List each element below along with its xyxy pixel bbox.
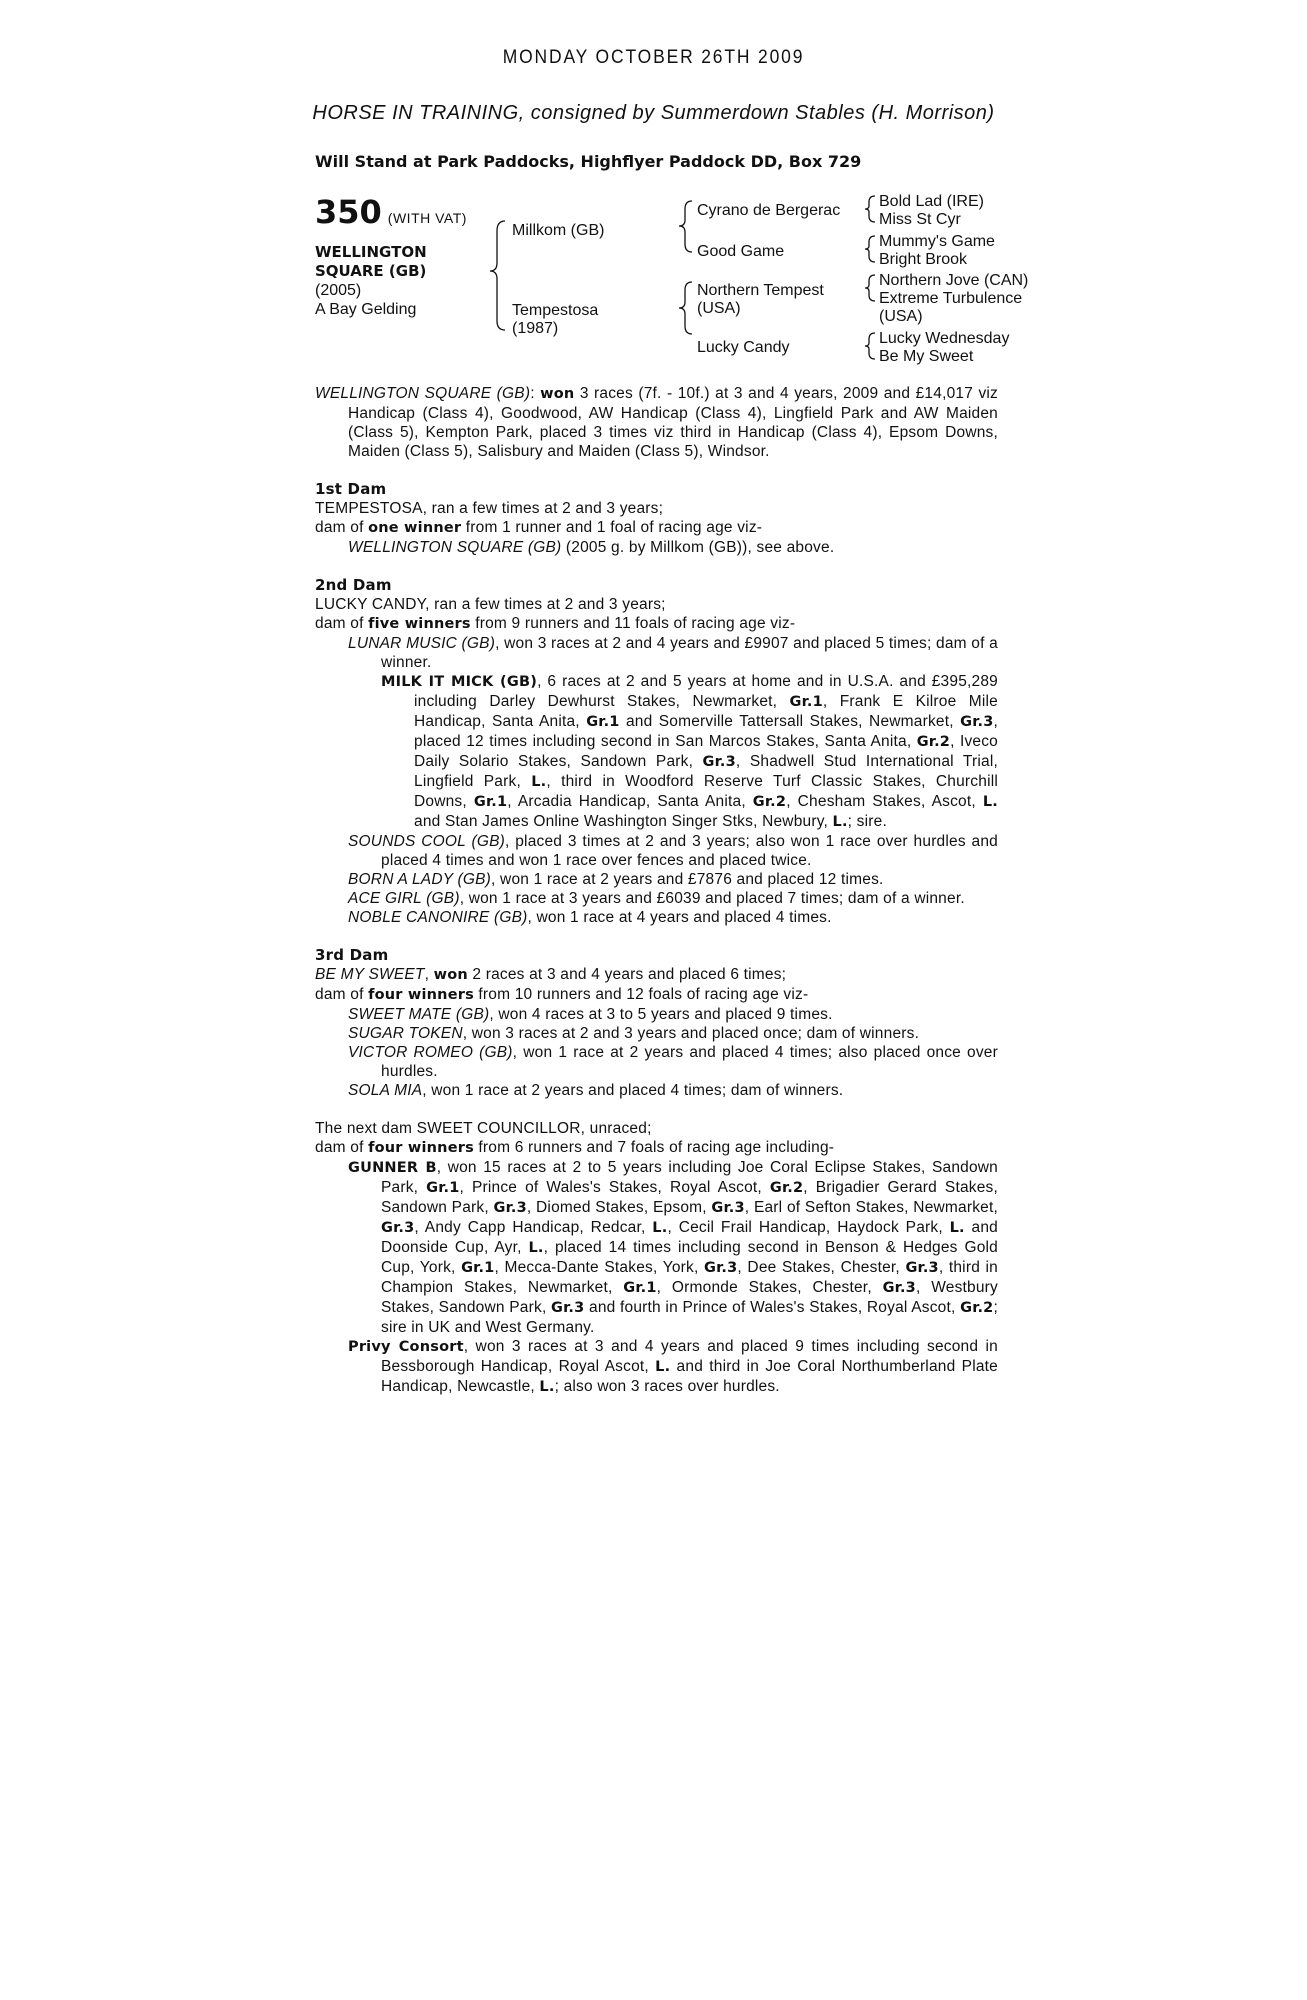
entry-name: SWEET MATE (GB) (348, 1006, 490, 1023)
pedigree-dam-year: (1987) (512, 320, 559, 337)
text: , Chesham Stakes, Ascot, (786, 793, 983, 810)
grade: Gr.1 (623, 1280, 657, 1296)
grade: L. (528, 1240, 544, 1256)
grade: Gr.3 (493, 1200, 527, 1216)
second-dam-entry-1a (315, 672, 998, 832)
grade: L. (655, 1359, 671, 1375)
grade: Gr.2 (916, 734, 951, 750)
grade: Gr.1 (461, 1260, 495, 1276)
grade: Gr.3 (702, 754, 736, 770)
grade: L. (949, 1220, 965, 1236)
text: , won 3 races at 2 and 4 years and £9907 and placed 5 times; dam of a winner. (381, 635, 998, 671)
entry-name: MILK IT MICK (GB) (381, 674, 538, 690)
second-dam-winners: five winners (368, 616, 471, 632)
grade: Gr.3 (960, 714, 994, 730)
third-dam-entry-1 (315, 1005, 998, 1024)
lot-number: 350 (315, 193, 382, 231)
first-dam-entry (315, 538, 998, 557)
next-dam-line: The next dam SWEET COUNCILLOR, unraced; (315, 1120, 652, 1137)
text: , Andy Capp Handicap, Redcar, (414, 1219, 653, 1236)
text: and third in Joe Coral Northumberland Plate Handicap, Newcastle, (381, 1358, 998, 1395)
text: and Stan James Online Washington Singer Stks, Newbury, (414, 813, 833, 830)
grade: L. (531, 774, 547, 790)
text: (2005 g. by Millkom (GB)), see above. (561, 539, 835, 556)
pedigree-dam-dam: Lucky Candy (697, 339, 790, 356)
grade: L. (539, 1379, 555, 1395)
grade: Gr.2 (769, 1180, 804, 1196)
third-dam-entry-4 (315, 1081, 998, 1100)
text: dam of (315, 615, 369, 632)
text: , Shadwell Stud International Trial, Lingfield Park, (414, 753, 999, 790)
text: from 1 runner and 1 foal of racing age viz- (461, 519, 763, 536)
text: , won 1 race at 4 years and placed 4 times. (527, 909, 832, 926)
grade: L. (982, 794, 998, 810)
text: , won 1 race at 3 years and £6039 and placed 7 times; dam of a winner. (459, 890, 965, 907)
next-dam-winners: four winners (368, 1140, 474, 1156)
text: , placed 12 times including second in San Marcos Stakes, Santa Anita, (414, 713, 999, 750)
sale-date: MONDAY OCTOBER 26TH 2009 (502, 47, 805, 68)
pedigree-sire-dam: Good Game (697, 243, 785, 260)
text: dam of (315, 1139, 369, 1156)
pedigree-sire: Millkom (GB) (512, 222, 605, 239)
second-dam-entry-5 (315, 908, 998, 927)
text: , Iveco Daily Solario Stakes, Sandown Park, (414, 733, 998, 770)
first-dam-line: TEMPESTOSA, ran a few times at 2 and 3 years; (315, 500, 664, 517)
second-dam-entry-1 (315, 634, 998, 672)
grade: L. (652, 1220, 668, 1236)
pedigree-g3: Mummy's Game (879, 233, 995, 250)
text: from 10 runners and 12 foals of racing age viz- (473, 986, 809, 1003)
text: , Cecil Frail Handicap, Haydock Park, (667, 1219, 950, 1236)
entry-name: NOBLE CANONIRE (GB) (348, 909, 528, 926)
third-dam-produce (315, 985, 998, 1005)
grade: Gr.2 (752, 794, 787, 810)
entry-name: VICTOR ROMEO (GB) (348, 1044, 513, 1061)
pedigree-g2: Miss St Cyr (879, 211, 961, 228)
entry-name: SOUNDS COOL (GB) (348, 833, 505, 850)
text: and Doonside Cup, Ayr, (381, 1219, 998, 1256)
entry-name: BORN A LADY (GB) (348, 871, 492, 888)
text: ; sire in UK and West Germany. (381, 1299, 998, 1336)
text: , 6 races at 2 and 5 years at home and in U.S.A. and £395,289 including Darley Dewhurst Stakes, Newmarket, (414, 673, 998, 710)
text: , Ormonde Stakes, Chester, (656, 1279, 883, 1296)
second-dam-line: LUCKY CANDY, ran a few times at 2 and 3 years; (315, 596, 666, 613)
first-dam-winners: one winner (368, 520, 462, 536)
grade: Gr.3 (704, 1260, 738, 1276)
pedigree-g4: Bright Brook (879, 251, 968, 268)
entry-name: SUGAR TOKEN (348, 1025, 463, 1042)
second-dam-produce (315, 614, 998, 634)
text: , Frank E Kilroe Mile Handicap, Santa Anita, (414, 693, 998, 730)
text: , third in Woodford Reserve Turf Classic Stakes, Churchill Downs, (414, 773, 998, 810)
stand-location: Will Stand at Park Paddocks, Highflyer Paddock DD, Box 729 (315, 152, 862, 171)
text: , placed 3 times at 2 and 3 years; also won 1 race over hurdles and placed 4 times and won 1 race over fences and placed twice. (381, 833, 998, 869)
text: , Prince of Wales's Stakes, Royal Ascot, (459, 1179, 770, 1196)
entry-name: SOLA MIA (348, 1082, 423, 1099)
text: from 9 runners and 11 foals of racing age viz- (470, 615, 796, 632)
second-dam-entry-4 (315, 889, 998, 908)
third-dam-line (315, 965, 998, 985)
pedigree-g6: Extreme Turbulence (879, 290, 1023, 307)
third-dam-heading: 3rd Dam (315, 946, 389, 964)
pedigree-sire-sire: Cyrano de Bergerac (697, 202, 841, 219)
grade: Gr.1 (426, 1180, 460, 1196)
text: ; also won 3 races over hurdles. (554, 1378, 780, 1395)
grade: Gr.1 (473, 794, 508, 810)
text: , Brigadier Gerard Stakes, Sandown Park, (381, 1179, 999, 1216)
text: from 6 runners and 7 foals of racing age including- (473, 1139, 835, 1156)
text: , placed 14 times including second in Benson & Hedges Gold Cup, York, (381, 1239, 998, 1276)
text: , Mecca-Dante Stakes, York, (494, 1259, 704, 1276)
text: , won 1 race at 2 years and placed 4 times; also placed once over hurdles. (381, 1044, 998, 1080)
record-text: 3 races (7f. - 10f.) at 3 and 4 years, 2009 and £14,017 viz Handicap (Class 4), Goodwood, AW Handicap (Class 4), Lingfield Park and AW Maiden (Class 5), Kempton Park, placed 3 times viz third in Handicap (Class 4), Epsom Downs, Maiden (Class 5), Salisbury and Maiden (Class 5), Windsor. (348, 385, 998, 460)
vat-note: (WITH VAT) (387, 210, 467, 226)
text: and Somerville Tattersall Stakes, Newmarket, (619, 713, 961, 730)
entry-name: LUNAR MUSIC (GB) (348, 635, 496, 652)
grade: Gr.1 (789, 694, 823, 710)
text: , Arcadia Handicap, Santa Anita, (507, 793, 753, 810)
record-horse-name: WELLINGTON SQUARE (GB) (315, 385, 531, 402)
third-dam-name: BE MY SWEET (315, 966, 425, 983)
next-dam-entry-1 (315, 1158, 998, 1337)
text: ; sire. (847, 813, 887, 830)
text: , Diomed Stakes, Epsom, (526, 1199, 712, 1216)
pedigree-dam (512, 302, 598, 338)
first-dam-heading: 1st Dam (315, 480, 387, 498)
entry-name: Privy Consort (348, 1339, 464, 1355)
pedigree-dam-sire-country: (USA) (697, 300, 741, 317)
text: , Earl of Sefton Stakes, Newmarket, (744, 1199, 998, 1216)
text: , third in Champion Stakes, Newmarket, (381, 1259, 998, 1296)
text: , (424, 966, 434, 983)
pedigree-g5: Northern Jove (CAN) (879, 272, 1029, 289)
won: won (433, 967, 468, 983)
text: , Westbury Stakes, Sandown Park, (381, 1279, 998, 1316)
consignment-line: HORSE IN TRAINING, consigned by Summerdown Stables (H. Morrison) (312, 102, 995, 124)
text: and fourth in Prince of Wales's Stakes, Royal Ascot, (584, 1299, 961, 1316)
grade: Gr.2 (960, 1300, 994, 1316)
pedigree-g8: Be My Sweet (879, 348, 974, 365)
pedigree-dam-sire-name: Northern Tempest (697, 282, 824, 299)
pedigree-brackets (0, 0, 1307, 380)
text: , won 1 race at 2 years and placed 4 times; dam of winners. (422, 1082, 844, 1099)
race-record: WELLINGTON SQUARE (GB): won 3 races (7f. - 10f.) at 3 and 4 years, 2009 and £14,017 viz Handicap (Class 4), Goodwood, AW Handicap (Class 4), Lingfield Park and AW Maiden (Class 5), Kempton Park, placed 3 times viz third in Handicap (Class 4), Epsom Downs, Maiden (Class 5), Salisbury and Maiden (Class 5), Windsor. (315, 385, 998, 460)
foaling-year: (2005) (315, 282, 362, 299)
first-dam-produce (315, 518, 998, 538)
grade: Gr.1 (586, 714, 620, 730)
text: 2 races at 3 and 4 years and placed 6 times; (467, 966, 787, 983)
pedigree-g1: Bold Lad (IRE) (879, 193, 984, 210)
pedigree-g6-country: (USA) (879, 308, 923, 325)
text: dam of (315, 986, 369, 1003)
grade: Gr.3 (381, 1220, 415, 1236)
second-dam-entry-2 (315, 832, 998, 870)
catalogue-body (315, 384, 998, 1397)
next-dam-produce (315, 1138, 998, 1158)
third-dam-entry-2 (315, 1024, 998, 1043)
text: dam of (315, 519, 369, 536)
grade: Gr.3 (551, 1300, 585, 1316)
grade: Gr.3 (905, 1260, 939, 1276)
next-dam-entry-2 (315, 1337, 998, 1397)
grade: Gr.3 (711, 1200, 745, 1216)
text: , Dee Stakes, Chester, (737, 1259, 906, 1276)
pedigree-g7: Lucky Wednesday (879, 330, 1010, 347)
text: , won 3 races at 3 and 4 years and placed 9 times including second in Bessborough Handicap, Royal Ascot, (381, 1338, 998, 1375)
text: , won 4 races at 3 to 5 years and placed 9 times. (489, 1006, 833, 1023)
text: , won 3 races at 2 and 3 years and placed once; dam of winners. (462, 1025, 920, 1042)
second-dam-entry-3 (315, 870, 998, 889)
grade: Gr.3 (882, 1280, 916, 1296)
entry-name: GUNNER B (348, 1160, 437, 1176)
horse-description: A Bay Gelding (315, 301, 417, 318)
second-dam-heading: 2nd Dam (315, 576, 392, 594)
entry-name: ACE GIRL (GB) (348, 890, 460, 907)
pedigree-dam-sire (697, 282, 824, 318)
text: , won 15 races at 2 to 5 years including Joe Coral Eclipse Stakes, Sandown Park, (381, 1159, 998, 1196)
pedigree-dam-name: Tempestosa (512, 302, 599, 319)
text: , won 1 race at 2 years and £7876 and placed 12 times. (491, 871, 884, 888)
grade: L. (832, 814, 848, 830)
record-won: won (540, 386, 575, 402)
third-dam-winners: four winners (368, 987, 474, 1003)
horse-name-line-1: WELLINGTON (315, 243, 427, 261)
third-dam-entry-3 (315, 1043, 998, 1081)
horse-name-line-2: SQUARE (GB) (315, 262, 427, 280)
entry-name: WELLINGTON SQUARE (GB) (348, 539, 562, 556)
